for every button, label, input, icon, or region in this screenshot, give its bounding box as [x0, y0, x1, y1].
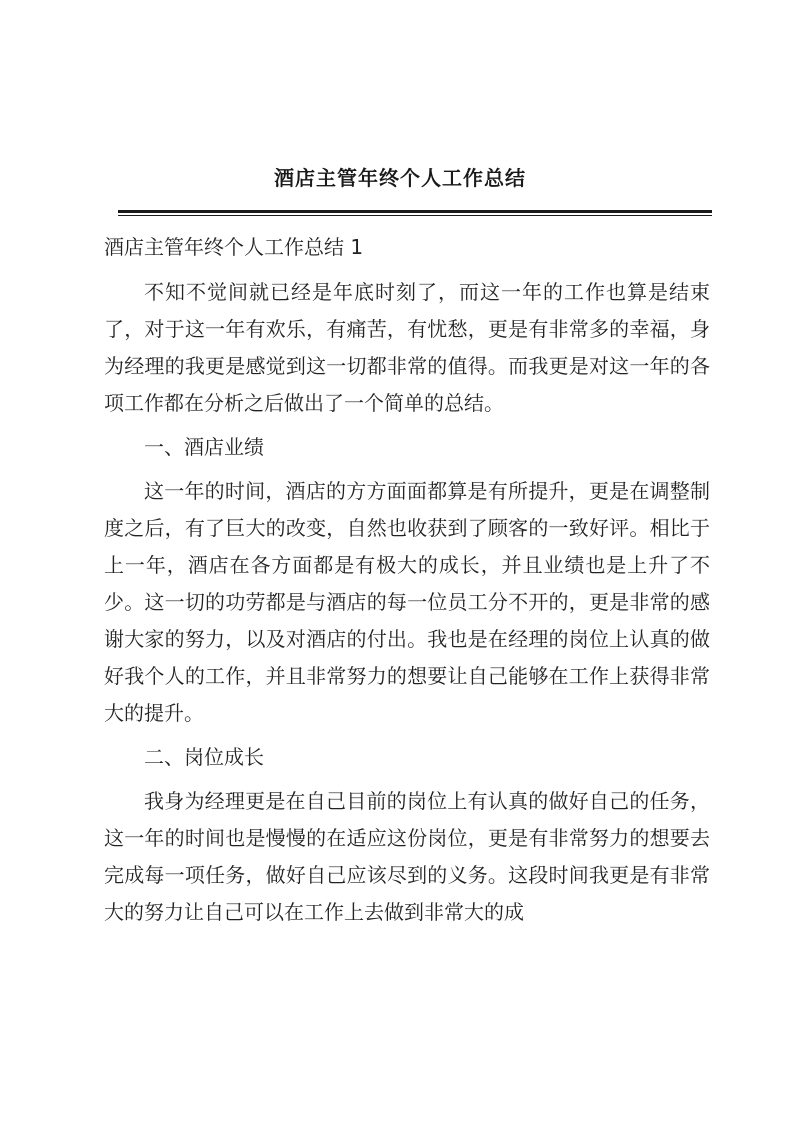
heading-position-growth: 二、岗位成长: [144, 745, 264, 769]
paragraph-hotel-performance: 这一年的时间，酒店的方方面面都算是有所提升，更是在调整制度之后，有了巨大的改变，自然也收获到了顾客的一致好评。相比于上一年，酒店在各方面都是有极大的成长，并且业绩也是上升了不少。这一切的功劳都是与酒店的每一位员工分不开的，更是非常的感谢大家的努力，以及对酒店的付出。我也是在经理的岗位上认真的做好我个人的工作，并且非常努力的想要让自己能够在工作上获得非常大的提升。: [104, 479, 710, 725]
title-divider-thin: [118, 215, 712, 216]
paragraph-position-growth: 我身为经理更是在自己目前的岗位上有认真的做好自己的任务，这一年的时间也是慢慢的在适应这份岗位，更是有非常努力的想要去完成每一项任务，做好自己应该尽到的义务。这段时间我更是有非常大的努力让自己可以在工作上去做到非常大的成: [104, 789, 710, 924]
heading-hotel-performance: 一、酒店业绩: [144, 435, 264, 459]
document-title: 酒店主管年终个人工作总结: [274, 166, 526, 190]
paragraph-intro: 不知不觉间就已经是年底时刻了，而这一年的工作也算是结束了，对于这一年有欢乐，有痛苦，有忧愁，更是有非常多的幸福，身为经理的我更是感觉到这一切都非常的值得。而我更是对这一年的各项工作都在分析之后做出了一个简单的总结。: [104, 280, 710, 415]
document-body: [104, 229, 710, 931]
title-divider-thick: [118, 210, 712, 213]
section-subtitle: 酒店主管年终个人工作总结 1: [104, 235, 364, 259]
